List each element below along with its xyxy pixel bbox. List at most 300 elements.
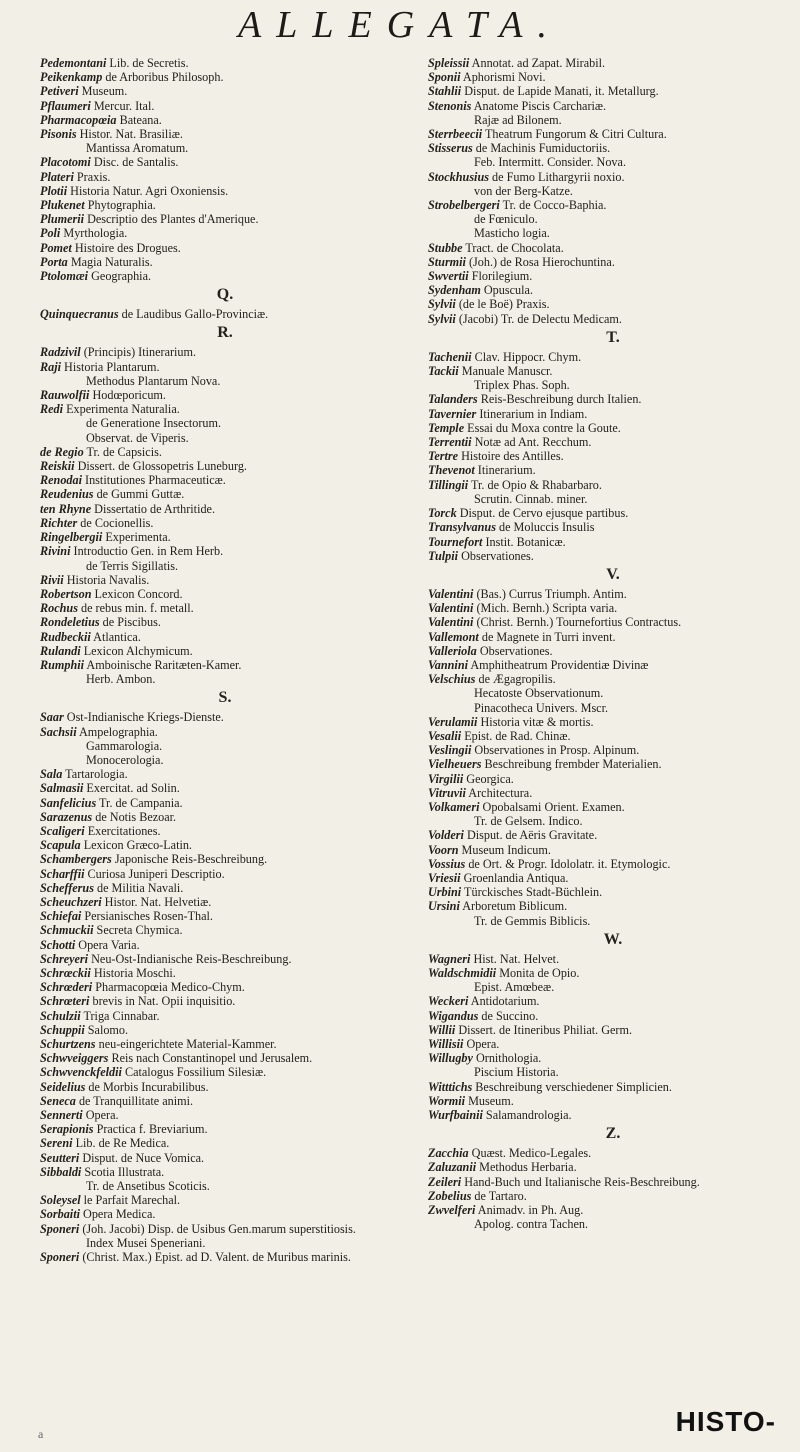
- work-title: Institutiones Pharmaceuticæ.: [81, 473, 226, 488]
- bibliography-entry: [428, 743, 798, 757]
- bibliography-entry: [428, 1094, 798, 1108]
- work-title: Anatome Piscis Carchariæ.: [471, 98, 607, 113]
- work-title: Opobalsami Orient. Examen.: [479, 799, 625, 814]
- work-title: Itinerarium.: [474, 463, 536, 478]
- bibliography-entry: [40, 587, 410, 601]
- bibliography-entry: [40, 838, 410, 852]
- author-name: Scheuchzeri: [40, 894, 102, 909]
- work-title: Mercur. Ital.: [90, 98, 155, 113]
- bibliography-entry: [428, 772, 798, 786]
- work-title: Annotat. ad Zapat. Mirabil.: [469, 56, 606, 70]
- author-name: Sala: [40, 767, 63, 782]
- bibliography-entry: [40, 269, 410, 283]
- entry-continuation: Tr. de Ansetibus Scoticis.: [86, 1179, 210, 1194]
- entry-continuation: Gammarologia.: [86, 738, 163, 753]
- bibliography-entry: [428, 644, 798, 658]
- author-name: Rauwolfii: [40, 388, 90, 403]
- bibliography-entry: [40, 170, 410, 184]
- author-name: Veslingii: [428, 743, 472, 758]
- bibliography-entry: [40, 630, 410, 644]
- work-title: Beschreibung verschiedener Simplicien.: [472, 1079, 672, 1094]
- bibliography-entry: [40, 445, 410, 459]
- author-name: Vesalii: [428, 728, 462, 743]
- bibliography-entry: [40, 1065, 410, 1079]
- author-name: Ptolomæi: [40, 269, 89, 284]
- author-name: Stisserus: [428, 141, 473, 156]
- section-letter: V.: [606, 565, 620, 583]
- work-title: Historia vitæ & mortis.: [477, 714, 594, 729]
- author-name: Virgilii: [428, 771, 464, 786]
- bibliography-entry: [40, 99, 410, 113]
- work-title: Quæst. Medico-Legales.: [468, 1146, 592, 1161]
- author-name: Zobelius: [428, 1188, 472, 1203]
- author-name: Seneca: [40, 1093, 76, 1108]
- bibliography-entry: [40, 56, 410, 70]
- bibliography-entry: [428, 843, 798, 857]
- author-name: Plukenet: [40, 198, 85, 213]
- author-name: Willisii: [428, 1037, 464, 1051]
- bibliography-entry: [40, 1165, 410, 1179]
- bibliography-entry: [428, 715, 798, 729]
- entry-continuation: Apolog. contra Tachen.: [474, 1217, 588, 1232]
- bibliography-entry: [428, 350, 798, 364]
- author-name: Tulpii: [428, 548, 459, 563]
- author-name: Valentini: [428, 586, 474, 601]
- work-title: (Joh. Jacobi) Disp. de Usibus Gen.marum superstitiosis.: [79, 1221, 356, 1236]
- author-name: Rivii: [40, 572, 64, 587]
- author-name: Wagneri: [428, 951, 471, 966]
- author-name: Wigandus: [428, 1008, 479, 1023]
- work-title: Architectura.: [465, 785, 533, 800]
- author-name: Schrœderi: [40, 980, 93, 995]
- page-title: ALLEGATA.: [238, 4, 562, 46]
- author-name: Vitruvii: [428, 785, 466, 800]
- work-title: Lexicon Græco-Latin.: [80, 838, 192, 853]
- bibliography-entry: [428, 364, 798, 378]
- bibliography-entry: [40, 796, 410, 810]
- work-title: Methodus Herbaria.: [476, 1160, 577, 1175]
- work-title: de Fumo Lithargyrii noxio.: [488, 169, 625, 184]
- bibliography-entry: [40, 212, 410, 226]
- author-name: Schefferus: [40, 880, 94, 895]
- author-name: Sturmii: [428, 254, 466, 269]
- entry-continuation: von der Berg-Katze.: [474, 183, 573, 198]
- work-title: (Principis) Itinerarium.: [80, 345, 197, 360]
- work-title: Historia Plantarum.: [61, 359, 160, 374]
- author-name: Placotomi: [40, 155, 91, 170]
- author-name: Transylvanus: [428, 520, 496, 535]
- bibliography-entry: [40, 1094, 410, 1108]
- work-title: Opera.: [463, 1037, 500, 1051]
- work-title: Instit. Botanicæ.: [482, 534, 566, 549]
- work-title: Observationes in Prosp. Alpinum.: [471, 743, 640, 758]
- work-title: Hodœporicum.: [89, 388, 166, 403]
- work-title: Disput. de Nuce Vomica.: [79, 1150, 205, 1165]
- author-name: Voorn: [428, 842, 459, 857]
- bibliography-entry: [40, 1023, 410, 1037]
- author-name: Spleissii: [428, 56, 470, 70]
- work-title: de Morbis Incurabilibus.: [85, 1079, 209, 1094]
- work-title: Experimenta.: [102, 530, 171, 545]
- work-title: Lib. de Re Medica.: [72, 1136, 170, 1151]
- bibliography-entry: [40, 994, 410, 1008]
- entry-continuation: de Generatione Insectorum.: [86, 416, 222, 431]
- author-name: Sanfelicius: [40, 795, 97, 810]
- author-name: Wormii: [428, 1093, 466, 1108]
- entry-continuation: Feb. Intermitt. Consider. Nova.: [474, 155, 626, 170]
- work-title: Observationes.: [458, 548, 534, 563]
- author-name: Rondeletius: [40, 615, 100, 630]
- author-name: Willugby: [428, 1051, 473, 1066]
- author-name: Schrœckii: [40, 965, 91, 980]
- bibliography-entry: [40, 867, 410, 881]
- bibliography-entry: [40, 70, 410, 84]
- author-name: Soleysel: [40, 1193, 81, 1208]
- entry-continuation: Monocerologia.: [86, 752, 164, 767]
- author-name: Tournefort: [428, 534, 483, 549]
- work-title: Opuscula.: [480, 283, 533, 298]
- work-title: Histoire des Antilles.: [458, 449, 564, 464]
- author-name: Valleriola: [428, 643, 477, 658]
- bibliography-entry: [428, 1009, 798, 1023]
- work-title: Experimenta Naturalia.: [63, 402, 180, 417]
- author-name: Rochus: [40, 601, 78, 616]
- bibliography-entry: [40, 710, 410, 724]
- author-name: ten Rhyne: [40, 501, 92, 516]
- author-name: Valentini: [428, 615, 474, 630]
- work-title: de rebus min. f. metall.: [77, 601, 194, 616]
- bibliography-entry: [428, 587, 798, 601]
- section-letter: T.: [606, 328, 620, 346]
- author-name: Temple: [428, 420, 465, 435]
- author-name: Plotii: [40, 183, 68, 198]
- author-name: Ringelbergii: [40, 530, 103, 545]
- work-title: Museum.: [78, 84, 128, 99]
- work-title: Secreta Chymica.: [93, 923, 183, 938]
- bibliography-entry: [428, 1175, 798, 1189]
- bibliography-entry: [40, 810, 410, 824]
- author-name: Pharmacopœia: [40, 112, 117, 127]
- right-column: [428, 56, 798, 1426]
- author-name: Sibbaldi: [40, 1164, 82, 1179]
- author-name: Tillingii: [428, 477, 469, 492]
- entry-continuation: Methodus Plantarum Nova.: [86, 373, 221, 388]
- work-title: Groenlandia Antiqua.: [460, 870, 569, 885]
- work-title: (Christ. Max.) Epist. ad D. Valent. de Muribus marinis.: [79, 1250, 351, 1265]
- bibliography-entry: [428, 1203, 798, 1217]
- work-title: Opera Medica.: [79, 1207, 156, 1222]
- author-name: Sylvii: [428, 311, 456, 326]
- work-title: de Gummi Guttæ.: [93, 487, 185, 502]
- author-name: Salmasii: [40, 781, 84, 796]
- work-title: (Joh.) de Rosa Hierochuntina.: [465, 254, 615, 269]
- entry-continuation: Pinacotheca Univers. Mscr.: [474, 700, 609, 715]
- bibliography-entry: [428, 1023, 798, 1037]
- bibliography-entry: [428, 857, 798, 871]
- work-title: Salomo.: [84, 1022, 129, 1037]
- bibliography-entry: [40, 502, 410, 516]
- work-title: Neu-Ost-Indianische Reis-Beschreibung.: [88, 951, 292, 966]
- author-name: Schulzii: [40, 1008, 81, 1023]
- author-name: Tavernier: [428, 406, 477, 421]
- entry-continuation: de Fœniculo.: [474, 212, 538, 227]
- bibliography-entry: [428, 520, 798, 534]
- author-name: Strobelbergeri: [428, 198, 500, 213]
- bibliography-entry: [40, 573, 410, 587]
- bibliography-entry: [40, 895, 410, 909]
- author-name: Reiskii: [40, 459, 75, 474]
- bibliography-entry: [428, 506, 798, 520]
- work-title: Triga Cinnabar.: [80, 1008, 160, 1023]
- author-name: Sachsii: [40, 724, 77, 739]
- author-name: Rudbeckii: [40, 629, 91, 644]
- work-title: Animadv. in Ph. Aug.: [475, 1203, 584, 1218]
- work-title: de Moluccis Insulis: [495, 520, 595, 535]
- bibliography-entry: [428, 269, 798, 283]
- work-title: Practica f. Breviarium.: [93, 1122, 208, 1137]
- author-name: Scaligeri: [40, 823, 85, 838]
- author-name: Rulandi: [40, 643, 81, 658]
- work-title: Aphorismi Novi.: [460, 70, 546, 85]
- entry-continuation: Herb. Ambon.: [86, 672, 156, 687]
- author-name: Vriesii: [428, 870, 461, 885]
- work-title: Praxis.: [73, 169, 111, 184]
- author-name: Talanders: [428, 392, 478, 407]
- author-name: Vossius: [428, 856, 466, 871]
- bibliography-entry: [428, 392, 798, 406]
- entry-continuation: Scrutin. Cinnab. miner.: [474, 491, 588, 506]
- work-title: Hand-Buch und Italianische Reis-Beschreibung.: [461, 1174, 700, 1189]
- bibliography-entry: [428, 421, 798, 435]
- bibliography-entry: [40, 516, 410, 530]
- work-title: Tr. de Campania.: [96, 795, 183, 810]
- bibliography-entry: [40, 1151, 410, 1165]
- bibliography-entry: [428, 672, 798, 686]
- work-title: Histor. Nat. Helvetiæ.: [101, 894, 212, 909]
- author-name: Sereni: [40, 1136, 73, 1151]
- entry-continuation: Masticho logia.: [474, 226, 550, 241]
- bibliography-entry: [40, 1122, 410, 1136]
- work-title: (de le Boë) Praxis.: [455, 297, 550, 312]
- bibliography-entry: [428, 463, 798, 477]
- author-name: Schreyeri: [40, 951, 89, 966]
- bibliography-entry: [40, 938, 410, 952]
- author-name: Schiefai: [40, 909, 82, 924]
- bibliography-entry: [40, 241, 410, 255]
- work-title: de Succino.: [478, 1008, 539, 1023]
- work-title: Introductio Gen. in Rem Herb.: [70, 544, 224, 559]
- work-title: de Magnete in Turri invent.: [478, 629, 616, 644]
- work-title: neu-eingerichtete Material-Kammer.: [95, 1037, 277, 1051]
- work-title: brevis in Nat. Opii inquisitio.: [89, 994, 236, 1009]
- work-title: de Ægagropilis.: [475, 672, 556, 687]
- work-title: (Bas.) Currus Triumph. Antim.: [473, 586, 627, 601]
- author-name: Stubbe: [428, 240, 463, 255]
- work-title: Georgica.: [463, 771, 514, 786]
- work-title: Notæ ad Ant. Recchum.: [471, 435, 592, 450]
- work-title: Descriptio des Plantes d'Amerique.: [84, 212, 259, 227]
- work-title: Bateana.: [116, 112, 162, 127]
- author-name: Zeileri: [428, 1174, 462, 1189]
- bibliography-entry: [40, 360, 410, 374]
- author-name: Velschius: [428, 672, 476, 687]
- author-name: Schuppii: [40, 1022, 85, 1037]
- work-title: Exercitationes.: [84, 823, 161, 838]
- bibliography-entry: [40, 923, 410, 937]
- work-title: Dissert. de Itineribus Philiat. Germ.: [455, 1022, 633, 1037]
- work-title: Dissert. de Glossopetris Luneburg.: [74, 459, 247, 474]
- bibliography-entry: [428, 127, 798, 141]
- author-name: Schambergers: [40, 852, 112, 867]
- entry-continuation: Mantissa Aromatum.: [86, 141, 189, 156]
- work-title: Amphitheatrum Providentiæ Divinæ: [467, 657, 649, 672]
- author-name: Zaluzanii: [428, 1160, 477, 1175]
- work-title: Pharmacopœia Medico-Chym.: [92, 980, 245, 995]
- work-title: de Tranquillitate animi.: [75, 1093, 194, 1108]
- author-name: Radzivil: [40, 345, 81, 360]
- work-title: Salamandrologia.: [482, 1108, 572, 1123]
- author-name: Stenonis: [428, 98, 472, 113]
- bibliography-entry: [40, 881, 410, 895]
- bibliography-entry: [428, 966, 798, 980]
- bibliography-entry: [428, 952, 798, 966]
- author-name: Weckeri: [428, 994, 469, 1009]
- left-column: [40, 56, 410, 1426]
- author-name: Schurtzens: [40, 1037, 96, 1051]
- work-title: Historia Moschi.: [90, 965, 176, 980]
- entry-continuation: Index Musei Speneriani.: [86, 1235, 206, 1250]
- author-name: Schwvenckfeldii: [40, 1065, 122, 1080]
- section-letter: R.: [217, 324, 233, 342]
- work-title: Tract. de Chocolata.: [462, 240, 564, 255]
- bibliography-entry: [428, 549, 798, 563]
- work-title: de Cocionellis.: [77, 515, 154, 530]
- author-name: Pflaumeri: [40, 98, 91, 113]
- author-name: Plateri: [40, 169, 74, 184]
- author-name: Vielheuers: [428, 757, 482, 772]
- entry-continuation: Piscium Historia.: [474, 1065, 559, 1080]
- work-title: Arboretum Biblicum.: [459, 899, 568, 914]
- bibliography-entry: [428, 478, 798, 492]
- author-name: Sponii: [428, 70, 461, 85]
- bibliography-entry: [40, 473, 410, 487]
- bibliography-entry: [40, 198, 410, 212]
- author-name: Sponeri: [40, 1250, 80, 1265]
- bibliography-entry: [40, 980, 410, 994]
- work-title: Tr. de Opio & Rhabarbaro.: [468, 477, 602, 492]
- work-title: Observationes.: [476, 643, 553, 658]
- author-name: Serapionis: [40, 1122, 94, 1137]
- work-title: Disc. de Santalis.: [90, 155, 179, 170]
- bibliography-entry: [428, 1108, 798, 1122]
- bibliography-entry: [428, 871, 798, 885]
- author-name: de Regio: [40, 444, 84, 459]
- section-letter: S.: [218, 689, 232, 707]
- author-name: Seutteri: [40, 1150, 80, 1165]
- work-title: Scotia Illustrata.: [81, 1164, 165, 1179]
- bibliography-entry: [40, 307, 410, 321]
- work-title: (Christ. Bernh.) Tournefortius Contractus.: [473, 615, 682, 630]
- author-name: Vallemont: [428, 629, 479, 644]
- work-title: Itinerarium in Indiam.: [476, 406, 588, 421]
- author-name: Thevenot: [428, 463, 475, 478]
- work-title: Historia Navalis.: [63, 572, 150, 587]
- bibliography-entry: [40, 1136, 410, 1150]
- author-name: Zacchia: [428, 1146, 469, 1161]
- bibliography-entry: [40, 644, 410, 658]
- bibliography-entry: [428, 99, 798, 113]
- bibliography-entry: [40, 255, 410, 269]
- author-name: Rumphii: [40, 657, 85, 672]
- bibliography-entry: [40, 658, 410, 672]
- bibliography-entry: [428, 1189, 798, 1203]
- bibliography-entry: [40, 127, 410, 141]
- bibliography-entry: [428, 56, 798, 70]
- entry-continuation: Rajæ ad Bilonem.: [474, 112, 562, 127]
- author-name: Reudenius: [40, 487, 94, 502]
- author-name: Sorbaiti: [40, 1207, 80, 1222]
- author-name: Quinquecranus: [40, 307, 119, 322]
- author-name: Schotti: [40, 937, 76, 952]
- work-title: Disput. de Lapide Manati, it. Metallurg.: [461, 84, 659, 99]
- work-title: de Notis Bezoar.: [92, 809, 177, 824]
- author-name: Terrentii: [428, 435, 472, 450]
- bibliography-entry: [428, 786, 798, 800]
- bibliography-entry: [40, 1080, 410, 1094]
- author-name: Sennerti: [40, 1108, 83, 1123]
- entry-continuation: Hecatoste Observationum.: [474, 686, 604, 701]
- work-title: Ornithologia.: [472, 1051, 542, 1066]
- bibliography-entry: [40, 226, 410, 240]
- work-title: Opera.: [82, 1108, 119, 1123]
- author-name: Verulamii: [428, 714, 478, 729]
- bibliography-entry: [428, 1160, 798, 1174]
- work-title: de Tartaro.: [471, 1188, 527, 1203]
- bibliography-entry: [428, 757, 798, 771]
- author-name: Pomet: [40, 240, 72, 255]
- work-title: Lexicon Concord.: [91, 586, 183, 601]
- work-title: Exercitat. ad Solin.: [83, 781, 180, 796]
- bibliography-entry: [428, 994, 798, 1008]
- author-name: Scharffii: [40, 866, 85, 881]
- work-title: Antidotarium.: [468, 994, 540, 1009]
- bibliography-entry: [428, 729, 798, 743]
- author-name: Stockhusius: [428, 169, 489, 184]
- author-name: Raji: [40, 359, 61, 374]
- bibliography-entry: [40, 725, 410, 739]
- bibliography-entry: [40, 767, 410, 781]
- work-title: Geographia.: [88, 269, 152, 284]
- author-name: Swvertii: [428, 269, 469, 284]
- work-title: Monita de Opio.: [496, 965, 580, 980]
- author-name: Porta: [40, 254, 68, 269]
- bibliography-entry: [40, 1193, 410, 1207]
- author-name: Petiveri: [40, 84, 79, 99]
- author-name: Poli: [40, 226, 61, 241]
- bibliography-entry: [40, 1250, 410, 1264]
- entry-continuation: Tr. de Gemmis Biblicis.: [474, 913, 591, 928]
- bibliography-entry: [40, 402, 410, 416]
- work-title: Reis-Beschreibung durch Italien.: [477, 392, 642, 407]
- work-title: (Jacobi) Tr. de Delectu Medicam.: [455, 311, 622, 326]
- author-name: Rivini: [40, 544, 71, 559]
- bibliography-entry: [40, 155, 410, 169]
- work-title: de Militia Navali.: [93, 880, 184, 895]
- author-name: Robertson: [40, 586, 92, 601]
- work-title: Clav. Hippocr. Chym.: [471, 349, 582, 364]
- author-name: Pisonis: [40, 127, 77, 142]
- bibliography-entry: [40, 459, 410, 473]
